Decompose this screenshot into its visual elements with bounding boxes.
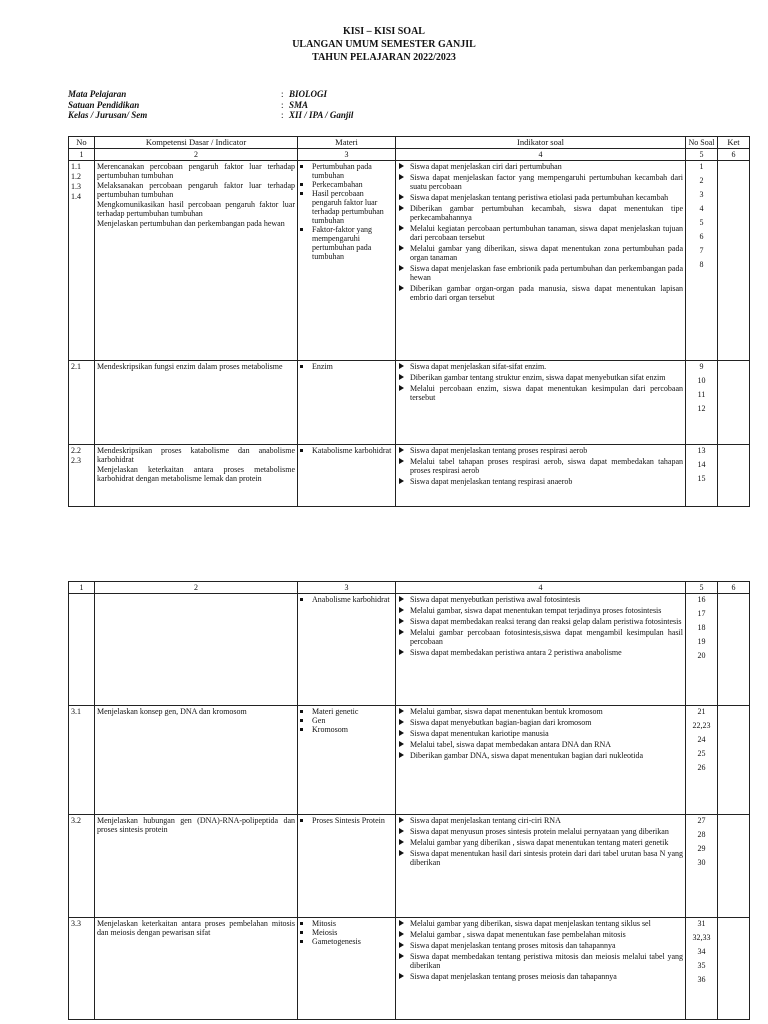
kd-number: 3.3 xyxy=(71,919,81,928)
indikator-item: Siswa dapat menyebutkan peristiwa awal fotosintesis xyxy=(398,595,683,604)
kd-cell xyxy=(95,918,298,1020)
nosoal-cell xyxy=(686,445,718,507)
column-number: 2 xyxy=(95,582,298,594)
materi-item: Anabolisme karbohidrat xyxy=(300,595,393,604)
nosoal-cell xyxy=(686,361,718,445)
kd-number: 3.1 xyxy=(71,707,81,716)
materi-list xyxy=(300,595,393,604)
indikator-cell xyxy=(396,161,686,361)
soal-number: 20 xyxy=(697,651,706,660)
column-number: 1 xyxy=(69,582,95,594)
nosoal-cell xyxy=(686,594,718,706)
kd-cell xyxy=(95,706,298,815)
indikator-cell xyxy=(396,815,686,918)
soal-number: 12 xyxy=(697,404,706,413)
kd-text: Mendeskripsikan proses katabolisme dan anabolisme karbohidrat xyxy=(97,446,295,464)
indikator-item: Siswa dapat menyebutkan bagian-bagian dari kromosom xyxy=(398,718,683,727)
soal-number: 15 xyxy=(697,474,706,483)
materi-item: Proses Sintesis Protein xyxy=(300,816,393,825)
indikator-item: Siswa dapat menjelaskan tentang proses meiosis dan tahapannya xyxy=(398,972,683,981)
col-header: Materi xyxy=(298,137,396,149)
materi-item: Mitosis xyxy=(300,919,393,928)
soal-number: 8 xyxy=(699,260,704,269)
meta-row: Mata Pelajaran : BIOLOGI xyxy=(68,89,328,99)
kd-text: Menjelaskan pertumbuhan dan perkembangan pada hewan xyxy=(97,219,285,228)
kd-text: Mengkomunikasikan hasil percobaan pengaruh faktor luar terhadap pertumbuhan tumbuhan xyxy=(97,200,295,218)
column-number: 4 xyxy=(396,149,686,161)
materi-item: Perkecambahan xyxy=(300,180,393,189)
meta-value: BIOLOGI xyxy=(289,89,328,99)
indikator-list xyxy=(398,919,683,981)
soal-number: 13 xyxy=(697,446,706,455)
indikator-item: Siswa dapat menjelaskan tentang ciri-ciri RNA xyxy=(398,816,683,825)
indikator-item: Melalui gambar, siswa dapat menentukan bentuk kromosom xyxy=(398,707,683,716)
indikator-item: Melalui gambar , siswa dapat menentukan fase pembelahan mitosis xyxy=(398,930,683,939)
kd-text: Menjelaskan keterkaitan antara proses pembelahan mitosis dan meiosis dengan pewarisan sifat xyxy=(97,919,295,937)
materi-list xyxy=(300,362,393,371)
materi-list xyxy=(300,162,393,261)
materi-list xyxy=(300,707,393,734)
soal-number: 35 xyxy=(697,961,706,970)
no-cell xyxy=(69,445,95,507)
kd-number: 1.3 xyxy=(71,182,81,191)
materi-item: Gametogenesis xyxy=(300,937,393,946)
soal-number: 1 xyxy=(699,162,704,171)
soal-number: 27 xyxy=(697,816,706,825)
soal-number: 3 xyxy=(699,190,704,199)
kd-number: 2.1 xyxy=(71,362,81,371)
indikator-item: Siswa dapat menentukan kariotipe manusia xyxy=(398,729,683,738)
indikator-cell xyxy=(396,706,686,815)
indikator-item: Diberikan gambar organ-organ pada manusia, siswa dapat menentukan lapisan embrio dari organ tersebut xyxy=(398,284,683,302)
identity-block xyxy=(68,89,353,121)
doc-year: TAHUN PELAJARAN 2022/2023 xyxy=(312,52,456,63)
soal-number: 29 xyxy=(697,844,706,853)
soal-number: 18 xyxy=(697,623,706,632)
indikator-item: Siswa dapat menjelaskan tentang proses respirasi aerob xyxy=(398,446,683,455)
materi-list xyxy=(300,816,393,825)
materi-item: Pertumbuhan pada tumbuhan xyxy=(300,162,393,180)
indikator-item: Melalui tabel tahapan proses respirasi aerob, siswa dapat membedakan tahapan proses respirasi aerob xyxy=(398,457,683,475)
indikator-list xyxy=(398,816,683,867)
soal-number: 16 xyxy=(697,595,706,604)
column-number: 5 xyxy=(686,149,718,161)
column-number-row xyxy=(69,149,750,161)
soal-number: 34 xyxy=(697,947,706,956)
indikator-item: Melalui percobaan enzim, siswa dapat menentukan kesimpulan dari percobaan tersebut xyxy=(398,384,683,402)
materi-cell xyxy=(298,161,396,361)
materi-item: Gen xyxy=(300,716,393,725)
table-row xyxy=(69,815,750,918)
column-number: 5 xyxy=(686,582,718,594)
indikator-item: Siswa dapat menjelaskan tentang peristiwa etiolasi pada pertumbuhan kecambah xyxy=(398,193,683,202)
col-header: No Soal xyxy=(686,137,718,149)
indikator-item: Melalui gambar percobaan fotosintesis,siswa dapat mengambil kesimpulan hasil percobaan xyxy=(398,628,683,646)
column-number-row xyxy=(69,582,750,594)
indikator-item: Melalui gambar yang diberikan, siswa dapat menjelaskan tentang siklus sel xyxy=(398,919,683,928)
column-number: 4 xyxy=(396,582,686,594)
ket-cell xyxy=(718,918,750,1020)
materi-cell xyxy=(298,706,396,815)
soal-number: 2 xyxy=(699,176,704,185)
ket-cell xyxy=(718,594,750,706)
kisi-table-2 xyxy=(68,581,750,1020)
kd-text: Menjelaskan keterkaitan antara proses metabolisme karbohidrat dengan metabolisme lemak dan protein xyxy=(97,465,295,483)
materi-item: Hasil percobaan pengaruh faktor luar terhadap pertumbuhan tumbuhan xyxy=(300,189,393,225)
materi-item: Kromosom xyxy=(300,725,393,734)
col-header: Kompetensi Dasar / Indicator xyxy=(95,137,298,149)
indikator-item: Siswa dapat membedakan peristiwa antara 2 peristiwa anabolisme xyxy=(398,648,683,657)
kd-text: Merencanakan percobaan pengaruh faktor luar terhadap pertumbuhan tumbuhan xyxy=(97,162,295,180)
no-cell xyxy=(69,361,95,445)
indikator-item: Siswa dapat menentukan hasil dari sintesis protein dari dari tabel urutan basa N yang diberikan xyxy=(398,849,683,867)
indikator-cell xyxy=(396,918,686,1020)
indikator-item: Siswa dapat membedakan reaksi terang dan reaksi gelap dalam peristiwa fotosintesis xyxy=(398,617,683,626)
soal-number: 10 xyxy=(697,376,706,385)
materi-item: Materi genetic xyxy=(300,707,393,716)
soal-number: 21 xyxy=(697,707,706,716)
soal-number: 9 xyxy=(699,362,704,371)
table-row xyxy=(69,445,750,507)
indikator-list xyxy=(398,162,683,302)
nosoal-cell xyxy=(686,706,718,815)
soal-number: 19 xyxy=(697,637,706,646)
header-row xyxy=(69,137,750,149)
indikator-item: Diberikan gambar pertumbuhan kecambah, siswa dapat menentukan tipe perkecambahannya xyxy=(398,204,683,222)
doc-title: KISI – KISI SOAL xyxy=(343,26,425,37)
ket-cell xyxy=(718,161,750,361)
materi-cell xyxy=(298,918,396,1020)
soal-number: 32,33 xyxy=(692,933,711,942)
materi-list xyxy=(300,919,393,946)
kd-number: 2.3 xyxy=(71,456,81,465)
indikator-item: Siswa dapat menjelaskan tentang proses mitosis dan tahapannya xyxy=(398,941,683,950)
kd-cell xyxy=(95,815,298,918)
materi-cell xyxy=(298,361,396,445)
soal-number: 14 xyxy=(697,460,706,469)
soal-number: 31 xyxy=(697,919,706,928)
soal-number: 22,23 xyxy=(692,721,711,730)
column-number: 6 xyxy=(718,582,750,594)
col-header: No xyxy=(69,137,95,149)
kd-number: 1.1 xyxy=(71,162,81,171)
ket-cell xyxy=(718,361,750,445)
table-row xyxy=(69,918,750,1020)
column-number: 3 xyxy=(298,582,396,594)
materi-item: Faktor-faktor yang mempengaruhi pertumbuhan pada tumbuhan xyxy=(300,225,393,261)
soal-number: 30 xyxy=(697,858,706,867)
kd-number: 1.2 xyxy=(71,172,81,181)
indikator-item: Diberikan gambar DNA, siswa dapat menentukan bagian dari nukleotida xyxy=(398,751,683,760)
kd-text: Menjelaskan konsep gen, DNA dan kromosom xyxy=(97,707,247,716)
materi-cell xyxy=(298,594,396,706)
column-number: 2 xyxy=(95,149,298,161)
indikator-item: Siswa dapat membedakan tentang peristiwa mitosis dan meiosis melalui tabel yang diberikan xyxy=(398,952,683,970)
soal-number: 26 xyxy=(697,763,706,772)
doc-subtitle: ULANGAN UMUM SEMESTER GANJIL xyxy=(292,39,476,50)
soal-number: 17 xyxy=(697,609,706,618)
no-cell xyxy=(69,918,95,1020)
meta-label: Mata Pelajaran xyxy=(68,89,127,99)
kd-cell xyxy=(95,161,298,361)
soal-number: 28 xyxy=(697,830,706,839)
soal-number: 5 xyxy=(699,218,704,227)
indikator-item: Diberikan gambar tentang struktur enzim, siswa dapat menyebutkan sifat enzim xyxy=(398,373,683,382)
indikator-item: Siswa dapat menjelaskan sifat-sifat enzim. xyxy=(398,362,683,371)
indikator-list xyxy=(398,707,683,760)
meta-value: XII / IPA / Ganjil xyxy=(289,110,354,120)
kd-cell xyxy=(95,445,298,507)
ket-cell xyxy=(718,815,750,918)
col-header: Indikator soal xyxy=(396,137,686,149)
nosoal-cell xyxy=(686,815,718,918)
materi-item: Enzim xyxy=(300,362,393,371)
soal-number: 7 xyxy=(699,246,704,255)
indikator-cell xyxy=(396,594,686,706)
nosoal-cell xyxy=(686,161,718,361)
table-row xyxy=(69,361,750,445)
meta-row: Satuan Pendidikan : SMA xyxy=(68,99,309,110)
materi-cell xyxy=(298,445,396,507)
column-number: 1 xyxy=(69,149,95,161)
table-row xyxy=(69,594,750,706)
no-cell xyxy=(69,815,95,918)
meta-row: Kelas / Jurusan/ Sem : XII / IPA / Ganjil xyxy=(68,110,354,120)
indikator-cell xyxy=(396,361,686,445)
soal-number: 36 xyxy=(697,975,706,984)
meta-value: SMA xyxy=(289,99,309,110)
indikator-cell xyxy=(396,445,686,507)
kd-number: 3.2 xyxy=(71,816,81,825)
indikator-item: Melalui tabel, siswa dapat membedakan antara DNA dan RNA xyxy=(398,740,683,749)
indikator-item: Siswa dapat menjelaskan fase embrionik pada pertumbuhan dan perkembangan pada hewan xyxy=(398,264,683,282)
indikator-item: Siswa dapat menyusun proses sintesis protein melalui pernyataan yang diberikan xyxy=(398,827,683,836)
col-header: Ket xyxy=(718,137,750,149)
kd-cell xyxy=(95,594,298,706)
column-number: 3 xyxy=(298,149,396,161)
table-row xyxy=(69,161,750,361)
column-number: 6 xyxy=(718,149,750,161)
indikator-item: Siswa dapat menjelaskan tentang respirasi anaerob xyxy=(398,477,683,486)
kd-number: 1.4 xyxy=(71,192,81,201)
ket-cell xyxy=(718,706,750,815)
soal-number: 25 xyxy=(697,749,706,758)
no-cell xyxy=(69,594,95,706)
kd-cell xyxy=(95,361,298,445)
kd-number: 2.2 xyxy=(71,446,81,455)
soal-number: 6 xyxy=(699,232,704,241)
kisi-table-1 xyxy=(68,136,750,507)
indikator-item: Melalui kegiatan percobaan pertumbuhan tanaman, siswa dapat menjelaskan tujuan dari percobaan tersebut xyxy=(398,224,683,242)
table-row xyxy=(69,706,750,815)
nosoal-cell xyxy=(686,918,718,1020)
kd-text: Menjelaskan hubungan gen (DNA)-RNA-polipeptida dan proses sintesis protein xyxy=(97,816,295,834)
materi-item: Meiosis xyxy=(300,928,393,937)
meta-label: Satuan Pendidikan xyxy=(68,99,140,110)
meta-label: Kelas / Jurusan/ Sem xyxy=(68,110,148,120)
indikator-item: Melalui gambar yang diberikan , siswa dapat menentukan tentang materi genetik xyxy=(398,838,683,847)
indikator-item: Melalui gambar yang diberikan, siswa dapat menentukan zona pertumbuhan pada organ tanaman xyxy=(398,244,683,262)
indikator-item: Melalui gambar, siswa dapat menentukan tempat terjadinya proses fotosintesis xyxy=(398,606,683,615)
indikator-list xyxy=(398,595,683,657)
indikator-item: Siswa dapat menjelaskan factor yang mempengaruhi pertumbuhan kecambah dari suatu percobaan xyxy=(398,173,683,191)
no-cell xyxy=(69,161,95,361)
ket-cell xyxy=(718,445,750,507)
kd-text: Mendeskripsikan fungsi enzim dalam proses metabolisme xyxy=(97,362,283,371)
materi-item: Katabolisme karbohidrat xyxy=(300,446,393,455)
materi-list xyxy=(300,446,393,455)
indikator-item: Siswa dapat menjelaskan ciri dari pertumbuhan xyxy=(398,162,683,171)
soal-number: 4 xyxy=(699,204,704,213)
no-cell xyxy=(69,706,95,815)
soal-number: 11 xyxy=(697,390,706,399)
materi-cell xyxy=(298,815,396,918)
indikator-list xyxy=(398,362,683,402)
kd-text: Melaksanakan percobaan pengaruh faktor luar terhadap pertumbuhan tumbuhan xyxy=(97,181,295,199)
soal-number: 24 xyxy=(697,735,706,744)
indikator-list xyxy=(398,446,683,486)
